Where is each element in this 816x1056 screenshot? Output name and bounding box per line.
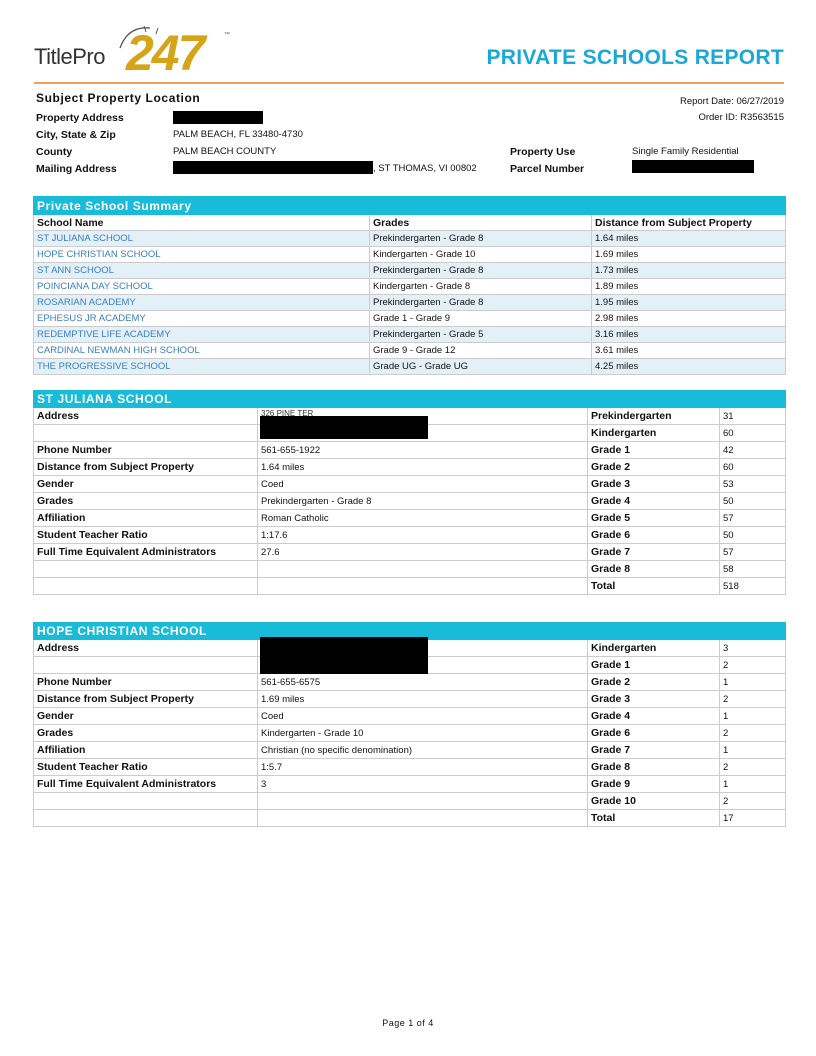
detail-label: Grades bbox=[34, 493, 258, 510]
mailing-address-label: Mailing Address bbox=[36, 163, 117, 175]
detail-value: 1:5.7 bbox=[258, 759, 588, 776]
detail-label: Affiliation bbox=[34, 510, 258, 527]
grades-cell: Prekindergarten - Grade 5 bbox=[370, 327, 592, 343]
enrollment-label: Kindergarten bbox=[588, 425, 720, 442]
grades-cell: Kindergarten - Grade 8 bbox=[370, 279, 592, 295]
enrollment-value: 1 bbox=[720, 776, 786, 793]
detail-row bbox=[34, 527, 786, 544]
grades-cell: Prekindergarten - Grade 8 bbox=[370, 263, 592, 279]
detail-row bbox=[34, 578, 786, 595]
school-link[interactable]: HOPE CHRISTIAN SCHOOL bbox=[34, 247, 370, 263]
detail-value: 3 bbox=[258, 776, 588, 793]
table-row bbox=[34, 343, 786, 359]
mailing-address-suffix: , ST THOMAS, VI 00802 bbox=[373, 163, 477, 174]
detail-row bbox=[34, 544, 786, 561]
distance-cell: 1.73 miles bbox=[592, 263, 786, 279]
detail-value: 1.69 miles bbox=[258, 691, 588, 708]
enrollment-label: Grade 8 bbox=[588, 561, 720, 578]
detail-value bbox=[258, 578, 588, 595]
school-link[interactable]: REDEMPTIVE LIFE ACADEMY bbox=[34, 327, 370, 343]
enrollment-value: 2 bbox=[720, 725, 786, 742]
distance-cell: 3.16 miles bbox=[592, 327, 786, 343]
report-title: PRIVATE SCHOOLS REPORT bbox=[486, 46, 784, 69]
enrollment-value: 57 bbox=[720, 544, 786, 561]
grades-cell: Kindergarten - Grade 10 bbox=[370, 247, 592, 263]
enrollment-label: Grade 5 bbox=[588, 510, 720, 527]
report-date: Report Date: 06/27/2019 bbox=[679, 96, 784, 107]
detail-label bbox=[34, 578, 258, 595]
enrollment-label: Grade 3 bbox=[588, 476, 720, 493]
school-link[interactable]: ST JULIANA SCHOOL bbox=[34, 231, 370, 247]
table-row bbox=[34, 359, 786, 375]
grades-cell: Grade 1 - Grade 9 bbox=[370, 311, 592, 327]
school-title: HOPE CHRISTIAN SCHOOL bbox=[34, 623, 786, 640]
redacted-parcel-number bbox=[632, 160, 754, 173]
detail-row bbox=[34, 810, 786, 827]
school-link[interactable]: POINCIANA DAY SCHOOL bbox=[34, 279, 370, 295]
enrollment-value: 31 bbox=[720, 408, 786, 425]
enrollment-value: 1 bbox=[720, 742, 786, 759]
table-row bbox=[34, 247, 786, 263]
enrollment-value: 53 bbox=[720, 476, 786, 493]
school-link[interactable]: CARDINAL NEWMAN HIGH SCHOOL bbox=[34, 343, 370, 359]
enrollment-label: Grade 6 bbox=[588, 527, 720, 544]
detail-value: Roman Catholic bbox=[258, 510, 588, 527]
table-row bbox=[34, 279, 786, 295]
detail-value: 27.6 bbox=[258, 544, 588, 561]
table-row bbox=[34, 263, 786, 279]
distance-cell: 1.64 miles bbox=[592, 231, 786, 247]
header-divider bbox=[34, 82, 784, 84]
enrollment-value: 1 bbox=[720, 674, 786, 691]
enrollment-label: Grade 7 bbox=[588, 742, 720, 759]
enrollment-label: Grade 10 bbox=[588, 793, 720, 810]
detail-label: Gender bbox=[34, 708, 258, 725]
detail-value: Christian (no specific denomination) bbox=[258, 742, 588, 759]
redacted-mailing-address bbox=[173, 161, 373, 174]
detail-row bbox=[34, 561, 786, 578]
school-title: ST JULIANA SCHOOL bbox=[34, 391, 786, 408]
enrollment-label: Prekindergarten bbox=[588, 408, 720, 425]
distance-cell: 1.69 miles bbox=[592, 247, 786, 263]
table-row bbox=[34, 295, 786, 311]
order-id: Order ID: R3563515 bbox=[698, 112, 784, 123]
detail-value: 561-655-6575 bbox=[258, 674, 588, 691]
grades-cell: Prekindergarten - Grade 8 bbox=[370, 231, 592, 247]
enrollment-value: 2 bbox=[720, 793, 786, 810]
detail-row bbox=[34, 459, 786, 476]
distance-cell: 1.89 miles bbox=[592, 279, 786, 295]
enrollment-label: Grade 7 bbox=[588, 544, 720, 561]
redacted-school-address bbox=[260, 637, 428, 674]
enrollment-label: Kindergarten bbox=[588, 640, 720, 657]
page-number: Page 1 of 4 bbox=[382, 1018, 434, 1028]
detail-label: Student Teacher Ratio bbox=[34, 527, 258, 544]
column-header-grades: Grades bbox=[370, 215, 592, 231]
grades-cell: Grade 9 - Grade 12 bbox=[370, 343, 592, 359]
enrollment-label: Total bbox=[588, 578, 720, 595]
detail-row bbox=[34, 510, 786, 527]
enrollment-value: 60 bbox=[720, 459, 786, 476]
titlepro-logo bbox=[34, 22, 244, 80]
enrollment-label: Grade 1 bbox=[588, 657, 720, 674]
detail-row bbox=[34, 442, 786, 459]
detail-value: Coed bbox=[258, 476, 588, 493]
enrollment-label: Grade 4 bbox=[588, 493, 720, 510]
property-address-label: Property Address bbox=[36, 112, 124, 124]
distance-cell: 3.61 miles bbox=[592, 343, 786, 359]
detail-row bbox=[34, 476, 786, 493]
subject-heading: Subject Property Location bbox=[36, 91, 201, 105]
detail-row bbox=[34, 691, 786, 708]
detail-value: 1.64 miles bbox=[258, 459, 588, 476]
detail-label bbox=[34, 793, 258, 810]
enrollment-label: Grade 1 bbox=[588, 442, 720, 459]
enrollment-label: Grade 4 bbox=[588, 708, 720, 725]
enrollment-value: 2 bbox=[720, 759, 786, 776]
county-value: PALM BEACH COUNTY bbox=[173, 146, 277, 157]
county-label: County bbox=[36, 146, 73, 158]
detail-label: Address bbox=[34, 408, 258, 425]
grades-cell: Prekindergarten - Grade 8 bbox=[370, 295, 592, 311]
detail-label bbox=[34, 561, 258, 578]
distance-cell: 2.98 miles bbox=[592, 311, 786, 327]
detail-value: Kindergarten - Grade 10 bbox=[258, 725, 588, 742]
redacted-school-address bbox=[260, 416, 428, 439]
enrollment-label: Grade 3 bbox=[588, 691, 720, 708]
detail-label: Student Teacher Ratio bbox=[34, 759, 258, 776]
detail-row bbox=[34, 759, 786, 776]
table-row bbox=[34, 327, 786, 343]
grades-cell: Grade UG - Grade UG bbox=[370, 359, 592, 375]
distance-cell: 4.25 miles bbox=[592, 359, 786, 375]
detail-label bbox=[34, 425, 258, 442]
school-link[interactable]: ROSARIAN ACADEMY bbox=[34, 295, 370, 311]
city-value: PALM BEACH, FL 33480-4730 bbox=[173, 129, 303, 140]
enrollment-value: 50 bbox=[720, 527, 786, 544]
detail-label: Grades bbox=[34, 725, 258, 742]
logo-text: TitlePro bbox=[34, 44, 105, 69]
detail-label: Distance from Subject Property bbox=[34, 459, 258, 476]
detail-value bbox=[258, 793, 588, 810]
detail-row bbox=[34, 793, 786, 810]
detail-value: 561-655-1922 bbox=[258, 442, 588, 459]
logo-number: 247 bbox=[126, 25, 204, 81]
detail-value bbox=[258, 810, 588, 827]
enrollment-value: 17 bbox=[720, 810, 786, 827]
logo-trademark: ™ bbox=[224, 32, 230, 38]
detail-row bbox=[34, 776, 786, 793]
summary-table bbox=[33, 196, 786, 375]
parcel-number-label: Parcel Number bbox=[510, 163, 585, 175]
detail-label: Affiliation bbox=[34, 742, 258, 759]
detail-label: Full Time Equivalent Administrators bbox=[34, 544, 258, 561]
address-partial-text: 326 PINE TER bbox=[261, 410, 314, 416]
detail-label: Full Time Equivalent Administrators bbox=[34, 776, 258, 793]
enrollment-label: Grade 6 bbox=[588, 725, 720, 742]
city-label: City, State & Zip bbox=[36, 129, 116, 141]
enrollment-label: Grade 2 bbox=[588, 674, 720, 691]
detail-label bbox=[34, 810, 258, 827]
enrollment-label: Grade 8 bbox=[588, 759, 720, 776]
column-header-distance: Distance from Subject Property bbox=[592, 215, 786, 231]
property-use-value: Single Family Residential bbox=[632, 146, 739, 157]
enrollment-label: Grade 2 bbox=[588, 459, 720, 476]
column-header-school-name: School Name bbox=[34, 215, 370, 231]
detail-label: Phone Number bbox=[34, 674, 258, 691]
detail-label: Distance from Subject Property bbox=[34, 691, 258, 708]
detail-row bbox=[34, 708, 786, 725]
enrollment-value: 2 bbox=[720, 691, 786, 708]
enrollment-value: 1 bbox=[720, 708, 786, 725]
school-link[interactable]: THE PROGRESSIVE SCHOOL bbox=[34, 359, 370, 375]
summary-title: Private School Summary bbox=[34, 197, 786, 215]
enrollment-label: Total bbox=[588, 810, 720, 827]
detail-label: Phone Number bbox=[34, 442, 258, 459]
detail-label: Gender bbox=[34, 476, 258, 493]
detail-label bbox=[34, 657, 258, 674]
enrollment-value: 60 bbox=[720, 425, 786, 442]
enrollment-value: 57 bbox=[720, 510, 786, 527]
enrollment-value: 58 bbox=[720, 561, 786, 578]
table-row bbox=[34, 231, 786, 247]
detail-row bbox=[34, 674, 786, 691]
enrollment-value: 518 bbox=[720, 578, 786, 595]
detail-row bbox=[34, 742, 786, 759]
enrollment-value: 42 bbox=[720, 442, 786, 459]
distance-cell: 1.95 miles bbox=[592, 295, 786, 311]
detail-value bbox=[258, 561, 588, 578]
detail-row bbox=[34, 725, 786, 742]
enrollment-value: 2 bbox=[720, 657, 786, 674]
table-row bbox=[34, 311, 786, 327]
detail-row bbox=[34, 493, 786, 510]
school-link[interactable]: EPHESUS JR ACADEMY bbox=[34, 311, 370, 327]
detail-value: Coed bbox=[258, 708, 588, 725]
detail-value: Prekindergarten - Grade 8 bbox=[258, 493, 588, 510]
property-use-label: Property Use bbox=[510, 146, 576, 158]
detail-value: 1:17.6 bbox=[258, 527, 588, 544]
detail-label: Address bbox=[34, 640, 258, 657]
enrollment-label: Grade 9 bbox=[588, 776, 720, 793]
school-link[interactable]: ST ANN SCHOOL bbox=[34, 263, 370, 279]
redacted-property-address bbox=[173, 111, 263, 124]
enrollment-value: 50 bbox=[720, 493, 786, 510]
enrollment-value: 3 bbox=[720, 640, 786, 657]
